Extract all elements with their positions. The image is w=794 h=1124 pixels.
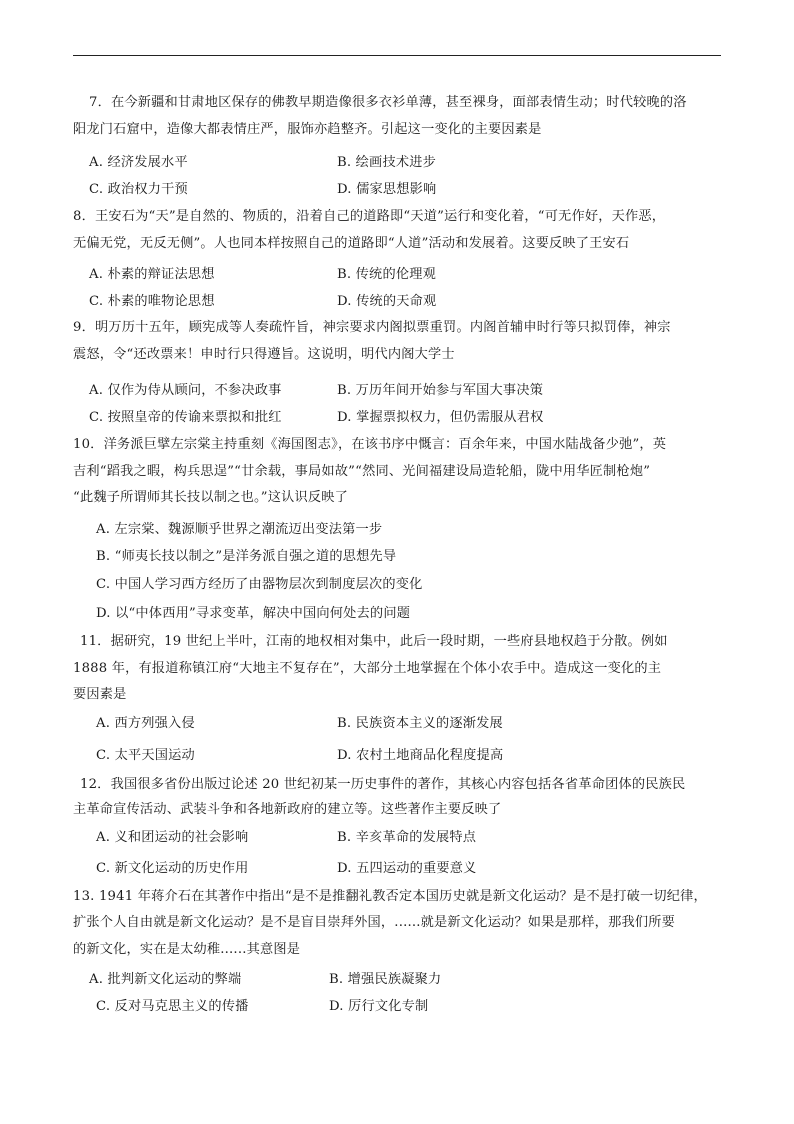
question-11-option-b[interactable]: B. 民族资本主义的逐渐发展 [337,716,503,731]
question-8-option-d[interactable]: D. 传统的天命观 [337,294,437,309]
question-11-stem-line-3: 要因素是 [73,687,127,702]
question-10-option-b[interactable]: B. “师夷长技以制之”是洋务派自强之道的思想先导 [96,549,397,564]
question-12-option-c[interactable]: C. 新文化运动的历史作用 [96,861,249,876]
question-8-option-a[interactable]: A. 朴素的辩证法思想 [89,267,215,282]
question-11-stem-line-1: 11．据研究，19 世纪上半叶，江南的地权相对集中，此后一段时期，一些府县地权趋于分散。例如 [80,634,668,649]
question-13-stem-line-3: 的新文化，实在是太幼稚......其意图是 [73,942,301,957]
question-7-option-c[interactable]: C. 政治权力干预 [89,182,188,197]
question-9-option-b[interactable]: B. 万历年间开始参与军国大事决策 [337,383,544,398]
question-7-option-d[interactable]: D. 儒家思想影响 [337,182,437,197]
question-8-stem-line-2: 无偏无党，无反无侧”。人也同本样按照自己的道路即“人道”活动和发展着。这要反映了王安石 [73,236,630,251]
question-8-stem-line-1: 8．王安石为“天”是自然的、物质的，沿着自己的道路即“天道”运行和变化着，“可无作好，天作恶， [73,209,666,224]
question-7-stem-line-1: 7．在今新疆和甘肃地区保存的佛教早期造像很多衣衫单薄，甚至裸身，面部表情生动；时代较晚的洛 [89,95,687,110]
question-7-option-b[interactable]: B. 绘画技术进步 [337,155,436,170]
question-9-option-c[interactable]: C. 按照皇帝的传谕来票拟和批红 [89,410,282,425]
question-13-option-a[interactable]: A. 批判新文化运动的弊端 [89,972,242,987]
question-9-stem-line-2: 震怒，令“还改票来！申时行只得遵旨。这说明，明代内阁大学士 [73,347,455,362]
question-9-option-d[interactable]: D. 掌握票拟权力，但仍需服从君权 [337,410,544,425]
question-8-option-b[interactable]: B. 传统的伦理观 [337,267,436,282]
question-11-option-d[interactable]: D. 农村土地商品化程度提高 [337,748,504,763]
question-12-stem-line-2: 主革命宣传活动、武装斗争和各地新政府的建立等。这些著作主要反映了 [73,802,502,817]
question-11-option-c[interactable]: C. 太平天国运动 [96,748,195,763]
question-9-option-a[interactable]: A. 仅作为侍从顾问，不参决政事 [89,383,282,398]
question-10-stem-line-1: 10．洋务派巨擘左宗棠主持重刻《海国图志》，在该书序中慨言：百余年来，中国水陆战备少弛”，英 [73,437,667,452]
header-rule [73,55,721,56]
question-10-option-c[interactable]: C. 中国人学习西方经历了由器物层次到制度层次的变化 [96,577,423,592]
question-11-option-a[interactable]: A. 西方列强入侵 [96,716,195,731]
question-12-option-b[interactable]: B. 辛亥革命的发展特点 [337,830,477,845]
question-13-option-b[interactable]: B. 增强民族凝聚力 [329,972,442,987]
question-11-stem-line-2: 1888 年，有报道称镇江府“大地主不复存在”，大部分土地掌握在个体小农手中。造成这一变化的主 [73,661,662,676]
question-10-stem-line-2: 吉利“蹈我之暇，构兵思逞”“廿余载，事局如故”“然同、光间福建设局造轮船，陇中用华匠制枪炮” [73,464,651,479]
question-8-option-c[interactable]: C. 朴素的唯物论思想 [89,294,215,309]
question-7-option-a[interactable]: A. 经济发展水平 [89,155,188,170]
question-10-stem-line-3: “此魏子所谓师其长技以制之也。”这认识反映了 [73,490,349,505]
question-13-option-d[interactable]: D. 厉行文化专制 [329,999,429,1014]
question-12-option-a[interactable]: A. 义和团运动的社会影响 [96,830,249,845]
question-13-option-c[interactable]: C. 反对马克思主义的传播 [96,999,249,1014]
question-10-option-a[interactable]: A. 左宗棠、魏源顺乎世界之潮流迈出变法第一步 [96,522,383,537]
question-12-stem-line-1: 12．我国很多省份出版过论述 20 世纪初某一历史事件的著作，其核心内容包括各省革命团体的民族民 [80,777,686,792]
question-12-option-d[interactable]: D. 五四运动的重要意义 [337,861,477,876]
question-7-stem-line-2: 阳龙门石窟中，造像大都表情庄严，服饰亦趋整齐。引起这一变化的主要因素是 [73,122,542,137]
question-9-stem-line-1: 9．明万历十五年，顾宪成等人奏疏忤旨，神宗要求内阁拟票重罚。内阁首辅申时行等只拟罚俸，神宗 [73,320,671,335]
question-10-option-d[interactable]: D. 以“中体西用”寻求变革，解决中国向何处去的问题 [96,606,411,621]
question-13-stem-line-1: 13. 1941 年蒋介石在其著作中指出“是不是推翻礼教否定本国历史就是新文化运动？是不是打破一切纪律， [73,889,707,904]
question-13-stem-line-2: 扩张个人自由就是新文化运动？是不是盲目崇拜外国，......就是新文化运动？如果是那样，那我们所要 [73,915,676,930]
